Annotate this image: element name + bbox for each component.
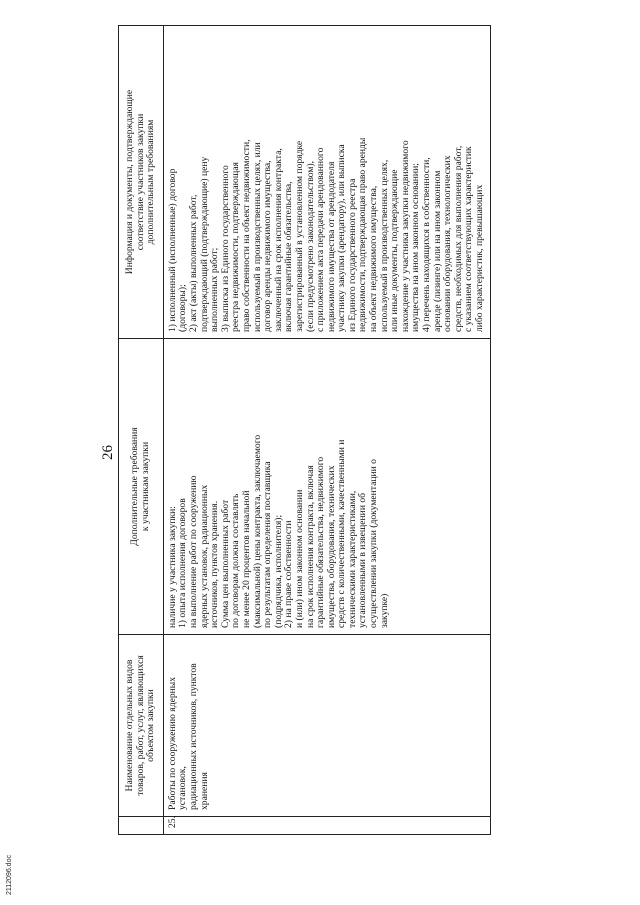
table-row	[163, 26, 490, 835]
row-number: 25.	[163, 817, 490, 835]
header-requirements: Дополнительные требования к участникам закупки	[119, 339, 164, 635]
header-documents: Информация и документы, подтверждающие соответствие участников закупки дополнительным требованиям	[119, 26, 164, 339]
table-header-row	[119, 26, 164, 835]
page-number: 26	[100, 445, 116, 460]
requirements-table	[118, 25, 491, 835]
row-requirements: наличие у участника закупки: 1) опыта исполнения договоров на выполнение работ по сооружению ядерных установок, радиационных источников, пунктов хранения. Сумма цен выполненных работ по договорам должна составлять не менее 20 процентов начальной (максимальной) цены контракта, заключаемого по результатам определения поставщика (подрядчика, исполнителя); 2) на праве собственности и (или) ином законном основании на срок исполнения контракта, включая гарантийные обязательства, недвижимого имущества, оборудования, технических средств с количественными, качественными и техническими характеристиками, установленными в извещении об осуществлении закупки (документации о закупке)	[163, 339, 490, 635]
header-number	[119, 817, 164, 835]
header-name: Наименование отдельных видов товаров, работ, услуг, являющихся объектом закупки	[119, 635, 164, 817]
row-documents: 1) исполненный (исполненные) договор (договоры); 2) акт (акты) выполненных работ, подтверждающий (подтверждающие) цену выполненных работ; 3) выписка из Единого государственного реестра недвижимости, подтверждающая право собственности на объект недвижимости, используемый в производственных целях, или договор аренды недвижимого имущества, заключенный на срок исполнения контракта, включая гарантийные обязательства, зарегистрированный в установленном порядке (если предусмотрено законодательством), с приложением акта передачи арендованного недвижимого имущества от арендодателя участнику закупки (арендатору), или выписка из Единого государственного реестра недвижимости, подтверждающая право аренды на объект недвижимого имущества, используемый в производственных целях, или иные документы, подтверждающие нахождение у участника закупки недвижимого имущества на ином законном основании; 4) перечень находящихся в собственности, аренде (лизинге) или на ином законном основании оборудования, технологических средств, необходимых для выполнения работ, с указанием соответствующих характеристик либо характеристик, превышающих	[163, 26, 490, 339]
file-reference: 2112096.doc	[6, 855, 13, 895]
row-name: Работы по сооружению ядерных установок, радиационных источников, пунктов хранения	[163, 635, 490, 817]
